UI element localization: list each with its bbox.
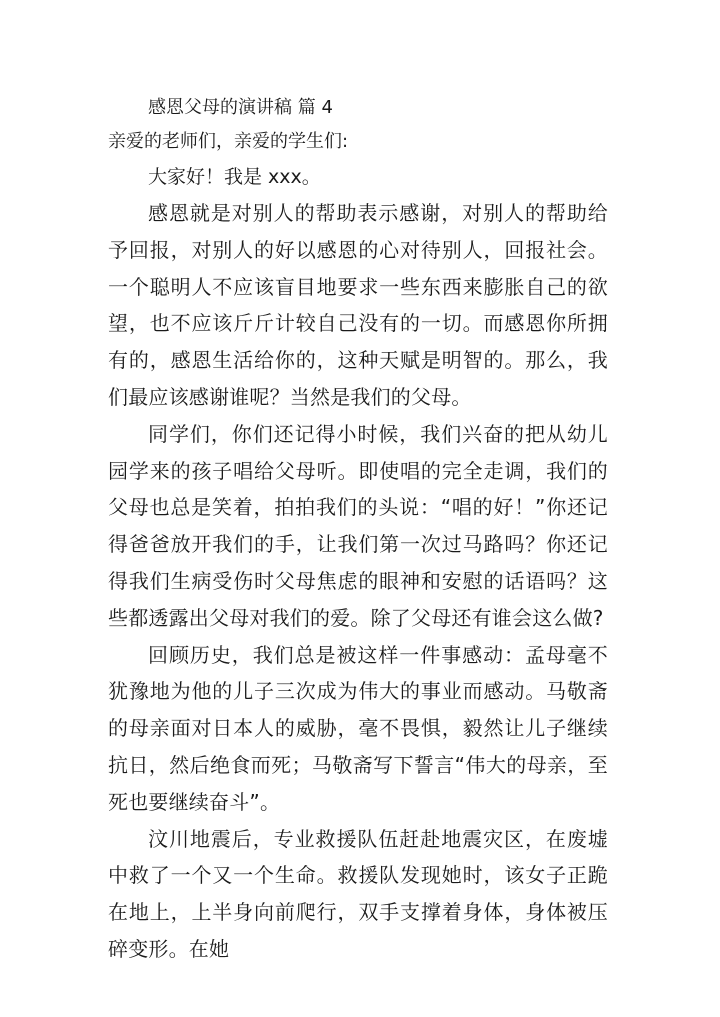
speech-title: 感恩父母的演讲稿 篇 4 xyxy=(148,97,333,118)
paragraph-history: 回顾历史，我们总是被这样一件事感动：孟母毫不犹豫地为他的儿子三次成为伟大的事业而感动。马敬斋的母亲面对日本人的威胁，毫不畏惧，毅然让儿子继续抗日，然后绝食而死；马敬斋写下誓言“伟大的母亲，至死也要继续奋斗”。 xyxy=(108,642,608,814)
paragraph-childhood: 同学们，你们还记得小时候，我们兴奋的把从幼儿园学来的孩子唱给父母听。即使唱的完全走调，我们的父母也总是笑着，拍拍我们的头说：“唱的好！”你还记得爸爸放开我们的手，让我们第一次过马路吗？你还记得我们生病受伤时父母焦虑的眼神和安慰的话语吗？这些都透露出父母对我们的爱。除了父母还有谁会这么做? xyxy=(108,421,608,630)
document-body xyxy=(108,91,608,968)
paragraph-earthquake: 汶川地震后，专业救援队伍赶赴地震灾区，在废墟中救了一个又一个生命。救援队发现她时，该女子正跪在地上，上半身向前爬行，双手支撑着身体，身体被压碎变形。在她 xyxy=(108,826,608,961)
paragraph-gratitude: 感恩就是对别人的帮助表示感谢，对别人的帮助给予回报，对别人的好以感恩的心对待别人，回报社会。一个聪明人不应该盲目地要求一些东西来膨胀自己的欲望，也不应该斤斤计较自己没有的一切。而感恩你所拥有的，感恩生活给你的，这种天赋是明智的。那么，我们最应该感谢谁呢？当然是我们的父母。 xyxy=(108,201,608,409)
salutation: 亲爱的老师们，亲爱的学生们: xyxy=(108,131,349,152)
greeting: 大家好！我是 xxx。 xyxy=(148,166,321,188)
